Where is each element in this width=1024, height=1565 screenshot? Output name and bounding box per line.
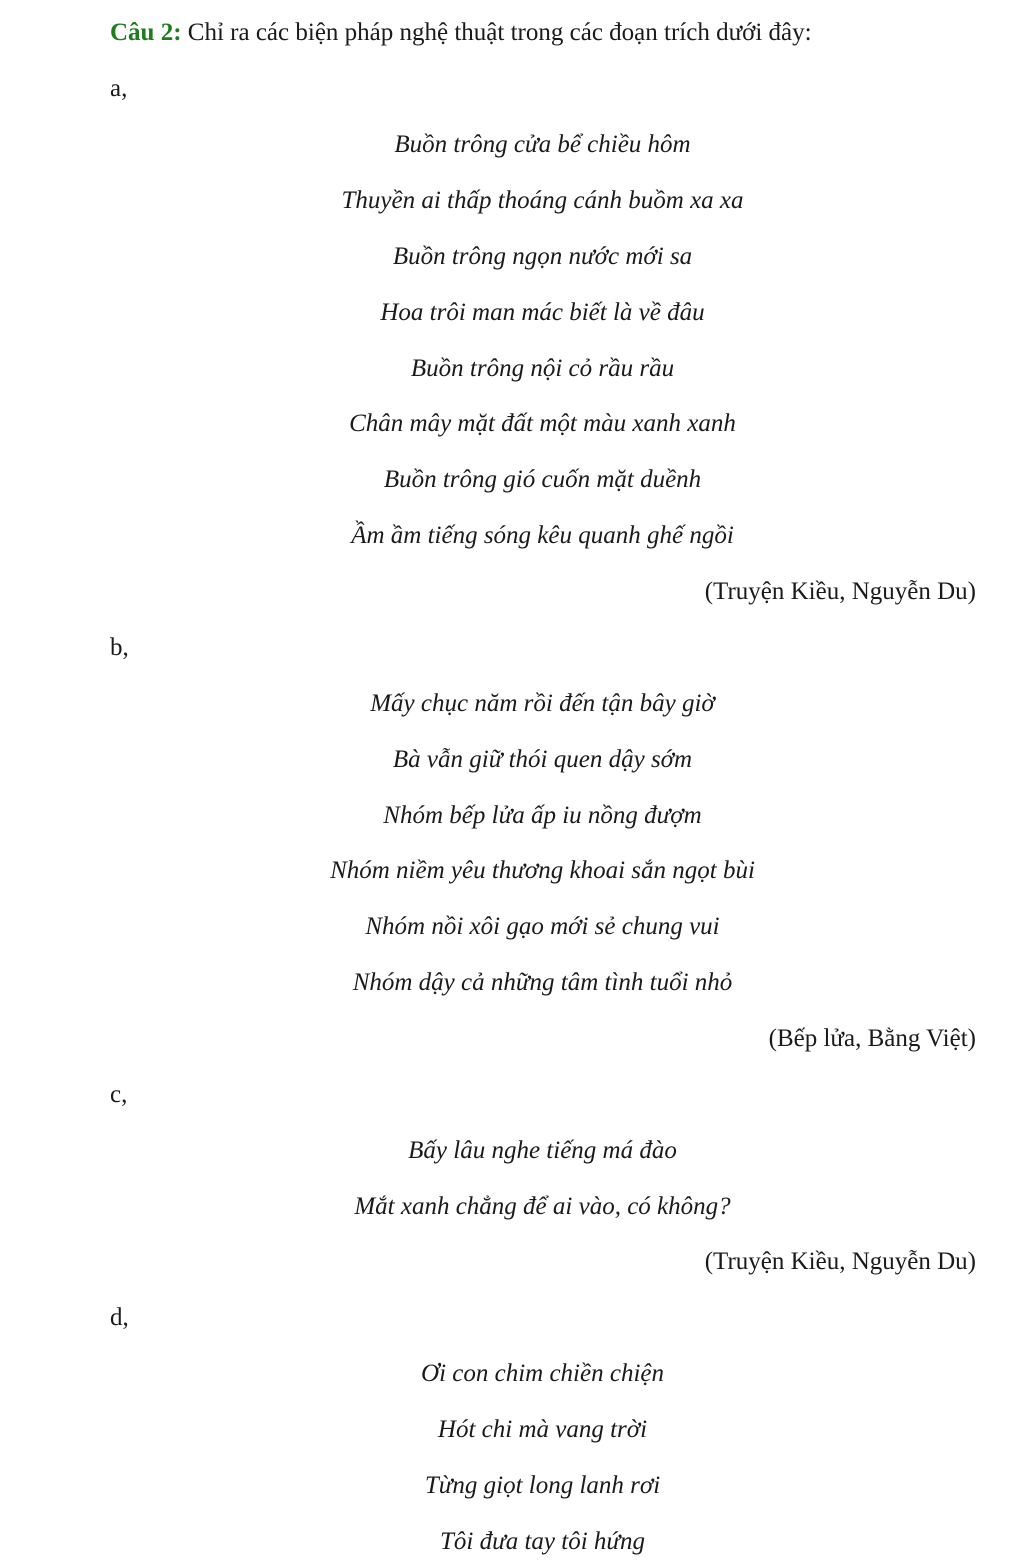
verse-line: Chân mây mặt đất một màu xanh xanh <box>349 410 736 437</box>
verse-line: Mắt xanh chẳng để ai vào, có không? <box>354 1193 731 1220</box>
part-b-source: (Bếp lửa, Bằng Việt) <box>768 1025 976 1052</box>
verse-line: Bà vẫn giữ thói quen dậy sớm <box>392 746 693 773</box>
verse-line: Nhóm nồi xôi gạo mới sẻ chung vui <box>365 913 720 940</box>
verse-line: Nhóm dậy cả những tâm tình tuổi nhỏ <box>352 969 733 996</box>
verse-line: Nhóm niềm yêu thương khoai sắn ngọt bùi <box>330 857 755 884</box>
part-c-source: (Truyện Kiều, Nguyễn Du) <box>704 1248 976 1275</box>
part-a-label: a, <box>110 75 128 102</box>
verse-line: Buồn trông gió cuốn mặt duềnh <box>383 466 702 493</box>
question-label: Câu 2: <box>110 19 182 46</box>
verse-line: Ầm ầm tiếng sóng kêu quanh ghế ngồi <box>351 522 734 549</box>
question-text: Chỉ ra các biện pháp nghệ thuật trong các đoạn trích dưới đây: <box>181 19 812 46</box>
part-b-label: b, <box>110 634 129 661</box>
verse-line: Hót chi mà vang trời <box>437 1416 648 1443</box>
verse-line: Hoa trôi man mác biết là về đâu <box>380 299 705 326</box>
verse-line: Buồn trông ngọn nước mới sa <box>392 243 693 270</box>
verse-line: Ơi con chim chiền chiện <box>421 1360 664 1387</box>
part-d-label: d, <box>110 1304 129 1331</box>
verse-line: Tôi đưa tay tôi hứng <box>439 1528 646 1555</box>
verse-line: Buồn trông cửa bể chiều hôm <box>394 131 691 158</box>
verse-line: Bấy lâu nghe tiếng má đào <box>408 1137 677 1164</box>
question-heading <box>110 17 812 49</box>
verse-line: Buồn trông nội cỏ rầu rầu <box>410 355 675 382</box>
part-a-source: (Truyện Kiều, Nguyễn Du) <box>704 578 976 605</box>
verse-line: Từng giọt long lanh rơi <box>424 1472 661 1499</box>
part-c-label: c, <box>110 1081 128 1108</box>
verse-line: Mấy chục năm rồi đến tận bây giờ <box>370 690 715 717</box>
verse-line: Thuyền ai thấp thoáng cánh buồm xa xa <box>341 187 744 214</box>
verse-line: Nhóm bếp lửa ấp iu nồng đượm <box>383 802 702 829</box>
